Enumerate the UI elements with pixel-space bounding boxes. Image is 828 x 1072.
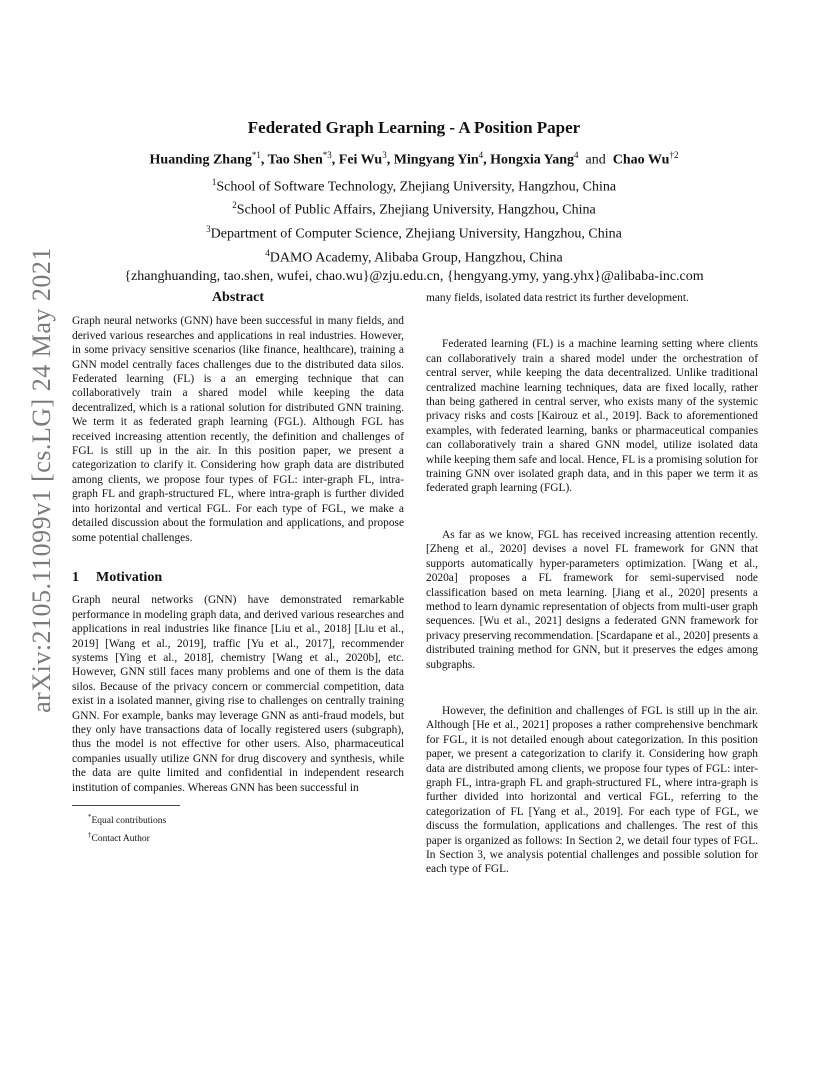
- affiliation-mark: 2: [232, 200, 237, 211]
- paper-title: Federated Graph Learning - A Position Paper: [247, 118, 581, 137]
- author-name: Mingyang Yin: [393, 152, 479, 168]
- paper-header: [60, 118, 768, 286]
- author-mark: 3: [382, 150, 387, 160]
- author-mark: 4: [574, 150, 579, 160]
- author-mark: *1: [251, 150, 261, 160]
- motivation-paragraph-1: Graph neural networks (GNN) have demonstrated remarkable performance in modeling graph data, and derived various researches and applications in real industries like finance [Liu et al., 2018] [Liu et al., 2019] [Wang et al., 2019], traffic [Yu et al., 2017], recommender systems [Ying et al., 2018], chemistry [Wang et al., 2020b], etc. However, GNN still faces many problems and one of them is the data silos. Because of the privacy concern or commercial competition, data exist in a isolated manner, giving rise to challenges on centrally training GNN. For example, banks may leverage GNN as anti-fraud models, but they only have transactions data of locally registered users (subgraph), thus the model is not effective for other users. Also, pharmaceutical companies usually utilize GNN for drug discovery and synthesis, while the data are quite limited and confidential in independent research institution of companies. Whereas GNN has been successful in: [72, 594, 404, 794]
- footnotes: [72, 805, 180, 846]
- author-name: Tao Shen: [267, 152, 323, 168]
- footnote-mark: *: [88, 813, 92, 821]
- affiliation-2: [60, 196, 768, 220]
- affiliation-text: School of Software Technology, Zhejiang University, Hangzhou, China: [216, 179, 617, 195]
- affiliation-1: [60, 173, 768, 197]
- author-name: Fei Wu: [338, 152, 383, 168]
- section-heading: [72, 571, 404, 585]
- affiliation-mark: 1: [211, 176, 217, 187]
- author-mark: 4: [478, 150, 484, 160]
- author-name: Hongxia Yang: [490, 152, 575, 168]
- motivation-paragraph-3: As far as we know, FGL has received increasing attention recently. [Zheng et al., 2020] devises a novel FL framework for GNN that supports automatically hyper-parameters optimization. [Wang et al., 2020a] proposes a FL framework for semi-supervised node classification based on meta learning. [Jiang et al., 2020] presents a method to learn dynamic representation of objects from multi-user graph sequences. [Wu et al., 2021] designs a federated GNN framework for privacy preserving recommendation. [Scardapane et al., 2020] presents a distributed training method for GNN, but it preserves the edges among subgraphs.: [426, 528, 758, 671]
- footnote-text: Equal contributions: [91, 816, 167, 827]
- affiliation-text: DAMO Academy, Alibaba Group, Hangzhou, China: [269, 250, 563, 266]
- author-mark: †2: [669, 150, 679, 160]
- footnote-mark: †: [88, 831, 92, 840]
- section-number: 1: [72, 569, 79, 585]
- author-name: Chao Wu: [612, 152, 670, 168]
- abstract-text: Graph neural networks (GNN) have been successful in many fields, and derived various researches and applications in real industries. However, in some privacy sensitive scenarios (like finance, healthcare), training a GNN model centrally faces challenges due to the distributed data silos. Federated learning (FL) is a an emerging technique that can collaboratively train a shared model while keeping the data decentralized, which is a rational solution for distributed GNN training. We term it as federated graph learning (FGL). Although FGL has received increasing attention recently, the definition and challenges of FGL is still up in the air. In this position paper, we present a categorization to clarify it. Considering how graph data are distributed among clients, we propose four types of FGL: inter-graph FL, intra-graph FL and graph-structured FL, where intra-graph is further divided into horizontal and vertical FGL. For each type of FGL, we make a detailed discussion about the formulation and applications, and propose some potential challenges.: [72, 315, 404, 544]
- author-emails: {zhanghuanding, tao.shen, wufei, chao.wu}@zju.edu.cn, {hengyang.ymy, yang.yhx}@alibaba-inc.com: [124, 269, 704, 285]
- affiliation-3: [60, 220, 768, 244]
- affiliation-text: School of Public Affairs, Zhejiang University, Hangzhou, China: [236, 202, 596, 218]
- footnote-equal-contributions: [72, 810, 180, 828]
- author-list: Huanding Zhang$^{*1}$, Tao Shen$^{*3}$, Fei Wu$^3$, Mingyang Yin$^4$, Hongxia Yang$^4$ and Chao Wu$^{\dagger 2}$: [149, 150, 679, 168]
- abstract-heading: Abstract: [211, 290, 265, 305]
- author-mark: *3: [322, 150, 332, 160]
- affiliation-text: Department of Computer Science, Zhejiang University, Hangzhou, China: [210, 226, 622, 242]
- right-column: [426, 291, 758, 877]
- motivation-paragraph-1-continued: many fields, isolated data restrict its further development.: [426, 292, 689, 304]
- motivation-paragraph-4: However, the definition and challenges of FGL is still up in the air. Although [He et al., 2021] proposes a rather comprehensive benchmark for FGL, it is not detailed enough about categorization. In this position paper, we present a categorization to clarify it. Considering how graph data are distributed among clients, we propose four types of FGL: inter-graph FL, intra-graph FL and graph-structured FL, where intra-graph is further divided into horizontal and vertical FGL, referring to the categorization of FL [Yang et al., 2019]. For each type of FGL, we discuss the formulation, applications and challenges. The rest of this paper is organized as follows: In Section 2, we detail four types of FGL. In Section 3, we analysis potential challenges and possible solution for each type of FGL.: [426, 704, 758, 876]
- left-column: [72, 291, 404, 846]
- section-title: Motivation: [96, 569, 163, 585]
- arxiv-identifier: [22, 247, 62, 713]
- affiliation-mark: 3: [206, 223, 211, 234]
- motivation-paragraph-2: Federated learning (FL) is a machine learning setting where clients can collaboratively train a shared model under the orchestration of central server, while keeping the data decentralized. Unlike traditional centralized machine learning techniques, data are fixed locally, rather than being gathered in central server, who exists many of the systemic privacy risks and costs [Kairouz et al., 2019]. Back to aforementioned examples, with federated learning, banks or pharmaceutical companies can collaboratively train a shared GNN model, utilize isolated data while keeping them safe and local. Hence, FL is a promising solution for training GNN over isolated graph data, and in this paper we term it as federated graph learning (FGL).: [426, 338, 758, 495]
- and-word: and: [585, 152, 606, 168]
- footnote-contact-author: [72, 828, 180, 846]
- affiliation-4: [60, 244, 768, 268]
- arxiv-identifier-text: arXiv:2105.11099v1 [cs.LG] 24 May 2021: [27, 247, 56, 713]
- author-name: Huanding Zhang: [149, 152, 252, 168]
- footnote-text: Contact Author: [91, 834, 150, 845]
- affiliation-mark: 4: [265, 247, 270, 258]
